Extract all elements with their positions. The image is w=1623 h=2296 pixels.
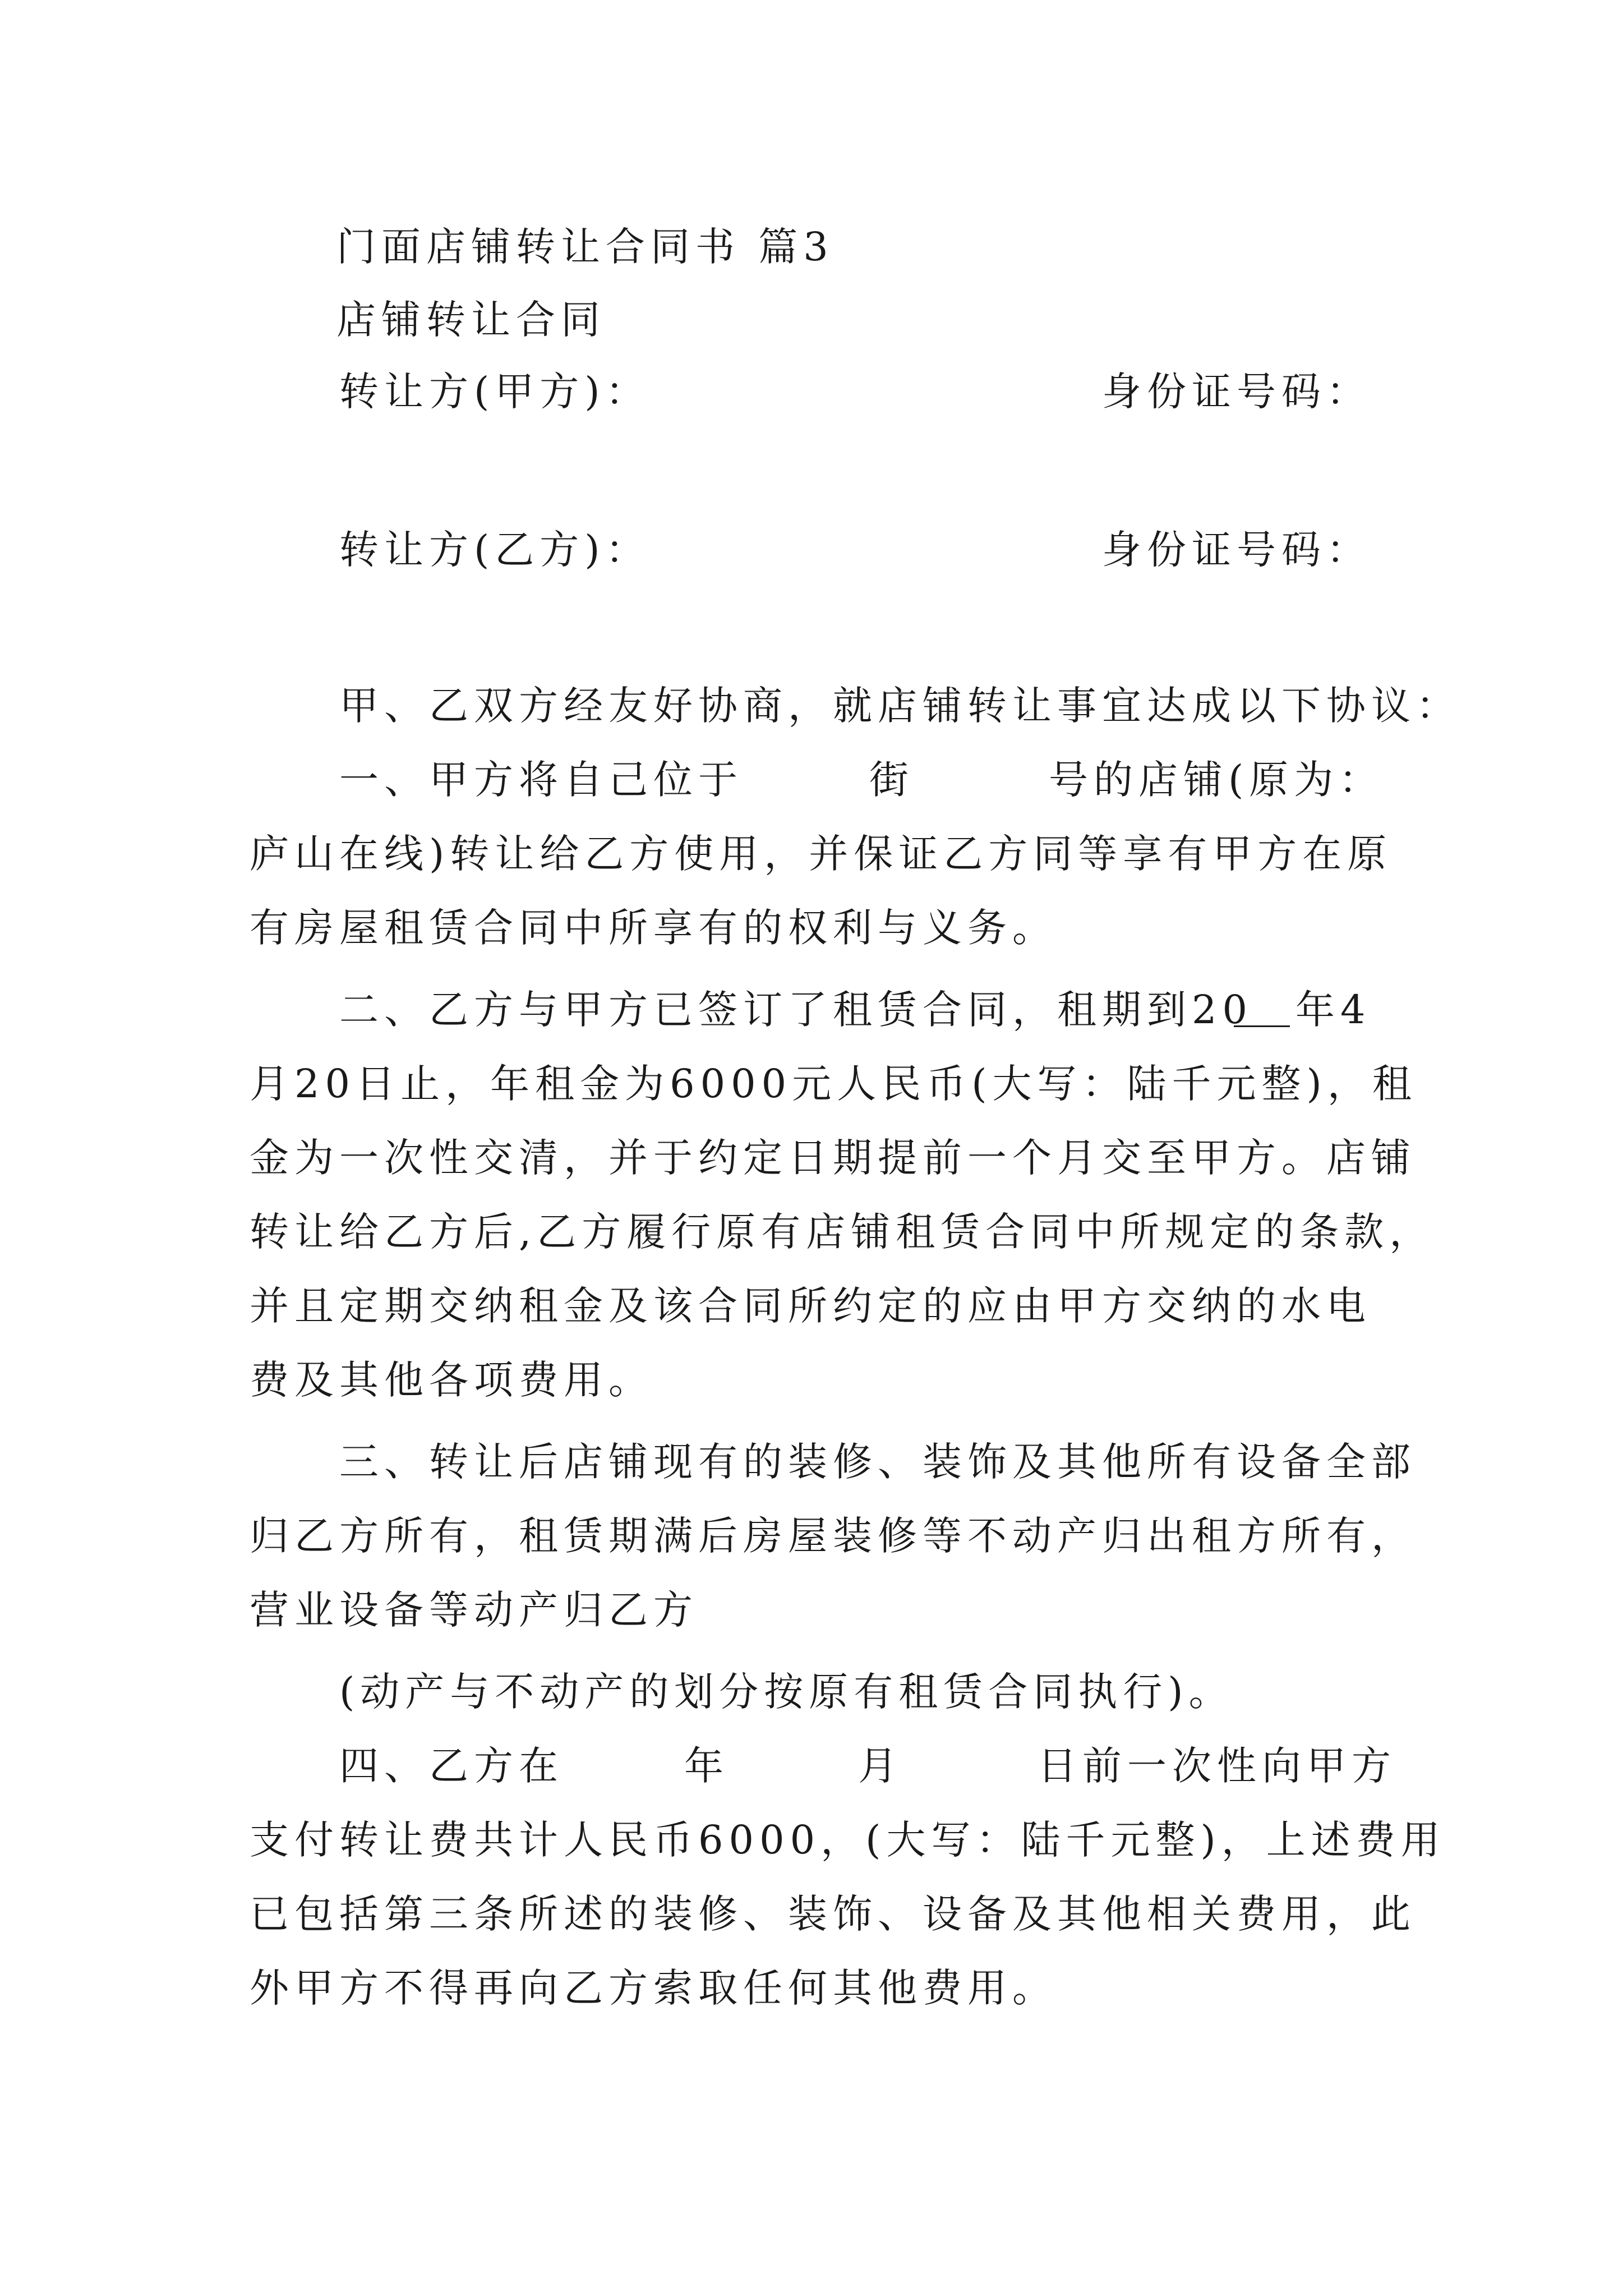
clause3-line4: (动产与不动产的划分按原有租赁合同执行)。 xyxy=(339,1669,1234,1715)
clause3-line3: 营业设备等动产归乙方 xyxy=(250,1587,698,1633)
clause4-line3: 已包括第三条所述的装修、装饰、设备及其他相关费用，此 xyxy=(250,1891,1416,1937)
party-b-label: 转让方(乙方)： xyxy=(339,527,651,573)
clause2-line2: 月20日止，年租金为6000元人民币(大写：陆千元整)，租 xyxy=(250,1061,1417,1107)
clause4-part2: 年 xyxy=(684,1743,729,1789)
clause2-line5: 并且定期交纳租金及该合同所约定的应由甲方交纳的水电 xyxy=(250,1283,1371,1329)
document-heading: 门面店铺转让合同书 篇3 xyxy=(336,224,834,270)
clause2-line4: 转让给乙方后,乙方履行原有店铺租赁合同中所规定的条款， xyxy=(250,1209,1435,1255)
clause4-line2: 支付转让费共计人民币6000，(大写：陆千元整)，上述费用 xyxy=(250,1817,1446,1863)
clause3-line2: 归乙方所有，租赁期满后房屋装修等不动产归出租方所有， xyxy=(250,1513,1416,1559)
clause1-line3: 有房屋租赁合同中所享有的权利与义务。 xyxy=(250,905,1057,951)
clause4-part1: 四、乙方在 xyxy=(339,1743,564,1789)
clause2-year-blank xyxy=(1234,1025,1290,1027)
clause2-line6: 费及其他各项费用。 xyxy=(250,1357,653,1403)
clause1-line2: 庐山在线)转让给乙方使用，并保证乙方同等享有甲方在原 xyxy=(250,831,1393,877)
contract-title: 店铺转让合同 xyxy=(336,297,606,343)
clause2-line1a: 二、乙方与甲方已签订了租赁合同，租期到20 xyxy=(339,987,1253,1033)
clause4-part3: 月 xyxy=(858,1743,903,1789)
clause2-line3: 金为一次性交清，并于约定日期提前一个月交至甲方。店铺 xyxy=(250,1135,1416,1181)
clause1-part3: 号的店铺(原为： xyxy=(1049,757,1384,803)
clause1-part1: 一、甲方将自己位于 xyxy=(339,757,743,803)
party-a-label: 转让方(甲方)： xyxy=(339,369,651,415)
clause4-line4: 外甲方不得再向乙方索取任何其他费用。 xyxy=(250,1965,1057,2011)
clause1-part2: 街 xyxy=(869,757,914,803)
party-b-id-label: 身份证号码： xyxy=(1102,527,1371,573)
clause2-line1b: 年4 xyxy=(1295,987,1371,1033)
clause4-part4: 日前一次性向甲方 xyxy=(1038,1743,1396,1789)
clause3-line1: 三、转让后店铺现有的装修、装饰及其他所有设备全部 xyxy=(339,1439,1416,1485)
intro-paragraph: 甲、乙双方经友好协商，就店铺转让事宜达成以下协议： xyxy=(339,683,1461,729)
party-a-id-label: 身份证号码： xyxy=(1102,369,1371,415)
